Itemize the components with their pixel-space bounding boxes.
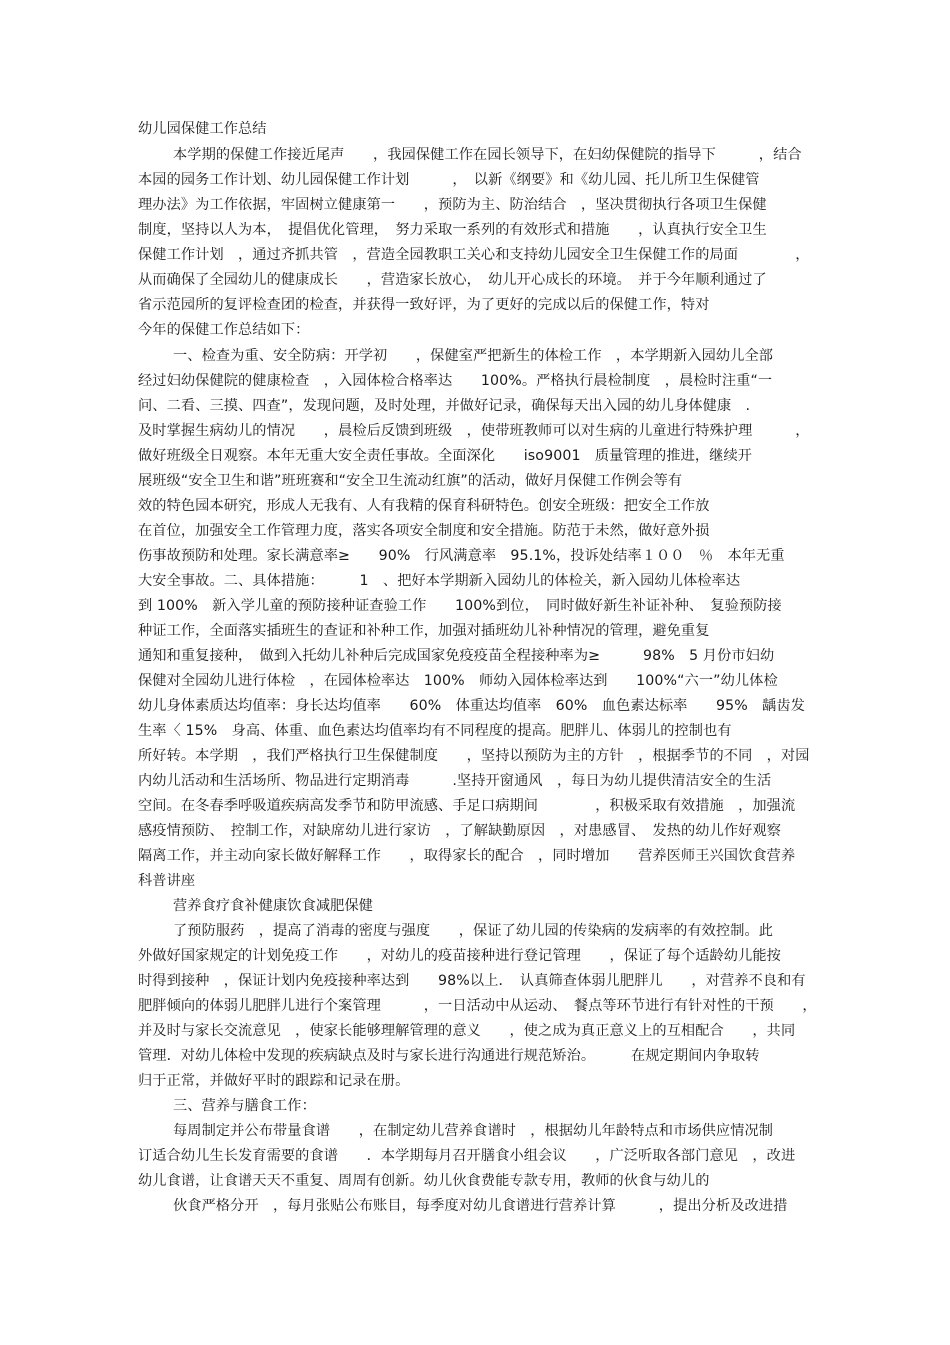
body-line: 及时掌握生病幼儿的情况 ，晨检后反馈到班级 ，使带班教师可以对生病的儿童进行特殊护理 ，	[138, 423, 810, 439]
body-line: 伙食严格分开 ，每月张贴公布账目，每季度对幼儿食谱进行营养计算 ，提出分析及改进措	[173, 1198, 788, 1214]
body-line: 每周制定并公布带量食谱 ，在制定幼儿营养食谱时 ，根据幼儿年龄特点和市场供应情况制	[173, 1123, 774, 1139]
body-line: 营养食疗食补健康饮食减肥保健	[173, 898, 374, 914]
body-line: 科普讲座	[138, 873, 196, 889]
body-line: 内幼儿活动和生活场所、物品进行定期消毒 .坚持开窗通风 ，每日为幼儿提供清洁安全的生活	[138, 773, 772, 789]
document-title: 幼儿园保健工作总结	[138, 121, 267, 137]
body-line: 一、检查为重、安全防病：开学初 ，保健室严把新生的体检工作 ，本学期新入园幼儿全部	[173, 348, 774, 364]
body-line: 外做好国家规定的计划免疫工作 ，对幼儿的疫苗接种进行登记管理 ，保证了每个适龄幼儿能按	[138, 948, 781, 964]
body-line: 种证工作，全面落实插班生的查证和补种工作，加强对插班幼儿补种情况的管理，避免重复	[138, 623, 710, 639]
body-line: 到 100% 新入学儿童的预防接种证查验工作 100%到位， 同时做好新生补证补种、 复验预防接	[138, 598, 782, 614]
body-line: 效的特色园本研究，形成人无我有、人有我精的保育科研特色。创安全班级：把安全工作放	[138, 498, 710, 514]
body-line: 制度，坚持以人为本， 提倡优化管理， 努力采取一系列的有效形式和措施 ，认真执行安全卫生	[138, 222, 767, 238]
body-line: 订适合幼儿生长发育需要的食谱 ．本学期每月召开膳食小组会议 ，广泛听取各部门意见 ，改进	[138, 1148, 796, 1164]
body-line: 保健对全园幼儿进行体检 ，在园体检率达 100% 师幼入园体检率达到 100%“六一”幼儿体检	[138, 673, 778, 689]
body-line: 了预防服药 ，提高了消毒的密度与强度 ，保证了幼儿园的传染病的发病率的有效控制。此	[173, 923, 774, 939]
body-line: 归于正常，并做好平时的跟踪和记录在册。	[138, 1073, 410, 1089]
body-line: 大安全事故。二、具体措施： 1 、把好本学期新入园幼儿的体检关，新入园幼儿体检率达	[138, 573, 741, 589]
body-line: 感疫情预防、 控制工作，对缺席幼儿进行家访 ，了解缺勤原因 ，对患感冒、 发热的幼儿作好观察	[138, 823, 782, 839]
body-line: 幼儿食谱，让食谱天天不重复、周周有创新。幼儿伙食费能专款专用，教师的伙食与幼儿的	[138, 1173, 710, 1189]
body-line: 理办法》为工作依据，牢固树立健康第一 ，预防为主、防治结合 ，坚决贯彻执行各项卫生保健	[138, 197, 767, 213]
body-line: 本园的园务工作计划、幼儿园保健工作计划 ， 以新《纲要》和《幼儿园、托儿所卫生保健管	[138, 172, 760, 188]
body-line: 本学期的保健工作接近尾声 ，我园保健工作在园长领导下，在妇幼保健院的指导下 ，结合	[173, 147, 802, 163]
body-line: 并及时与家长交流意见 ，使家长能够理解管理的意义 ，使之成为真正意义上的互相配合 ，共同	[138, 1023, 796, 1039]
body-line: 今年的保健工作总结如下：	[138, 322, 310, 338]
body-line: 做好班级全日观察。本年无重大安全责任事故。全面深化 iso9001 质量管理的推进，继续开	[138, 448, 753, 464]
body-line: 在首位，加强安全工作管理力度，落实各项安全制度和安全措施。防范于未然，做好意外损	[138, 523, 710, 539]
body-line: 生率〈 15% 身高、体重、血色素达均值率均有不同程度的提高。肥胖儿、体弱儿的控制也有	[138, 723, 732, 739]
body-line: 通知和重复接种， 做到入托幼儿补种后完成国家免疫疫苗全程接种率为≥ 98% 5 月份市妇幼	[138, 648, 775, 664]
body-line: 幼儿身体素质达均值率：身长达均值率 60% 体重达均值率 60% 血色素达标率 95% 龋齿发	[138, 698, 806, 714]
body-line: 时得到接种 ，保证计划内免疫接种率达到 98%以上． 认真筛查体弱儿肥胖儿 ，对营养不良和有	[138, 973, 806, 989]
body-line: 问、二看、三摸、四查”，发现问题，及时处理，并做好记录，确保每天出入园的幼儿身体健康 .	[138, 398, 751, 414]
body-line: 从而确保了全园幼儿的健康成长 ，营造家长放心， 幼儿开心成长的环境。 并于今年顺利通过了	[138, 272, 767, 288]
body-line: 隔离工作，并主动向家长做好解释工作 ，取得家长的配合 ，同时增加 营养医师王兴国饮食营养	[138, 848, 796, 864]
body-line: 所好转。本学期 ，我们严格执行卫生保健制度 ，坚持以预防为主的方针 ，根据季节的不同 ，对园	[138, 748, 810, 764]
body-line: 经过妇幼保健院的健康检查 ，入园体检合格率达 100%。严格执行晨检制度 ，晨检时注重“一	[138, 373, 773, 389]
body-line: 管理．对幼儿体检中发现的疾病缺点及时与家长进行沟通进行规范矫治。 在规定期间内争取转	[138, 1048, 760, 1064]
body-line: 省示范园所的复评检查团的检查，并获得一致好评，为了更好的完成以后的保健工作，特对	[138, 297, 710, 313]
body-line: 保健工作计划 ，通过齐抓共管 ，营造全园教职工关心和支持幼儿园安全卫生保健工作的局面 ，	[138, 247, 810, 263]
section-heading: 三、营养与膳食工作：	[173, 1098, 316, 1114]
body-line: 伤事故预防和处理。家长满意率≥ 90% 行风满意率 95.1%，投诉处结率１００ ％ 本年无重	[138, 548, 785, 564]
body-line: 展班级“安全卫生和谐”班班赛和“安全卫生流动红旗”的活动，做好月保健工作例会等有	[138, 473, 683, 489]
body-line: 空间。在冬春季呼吸道疾病高发季节和防甲流感、手足口病期间 ，积极采取有效措施 ，加强流	[138, 798, 796, 814]
body-line: 肥胖倾向的体弱儿肥胖儿进行个案管理 ，一日活动中从运动、 餐点等环节进行有针对性的干预 ，	[138, 998, 817, 1014]
